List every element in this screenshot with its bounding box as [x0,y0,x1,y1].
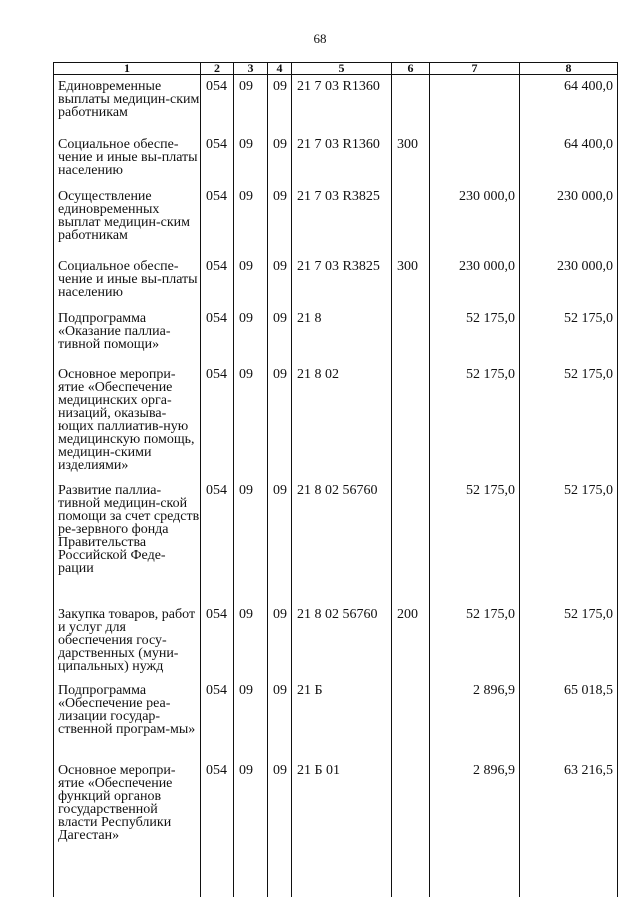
row-subsection-cell: 09 [268,133,292,185]
row-expense-type-cell [392,479,430,603]
table-row [54,363,618,479]
header-col-7: 7 [430,63,520,75]
page-number: 68 [313,31,327,46]
filler-cell [430,867,520,897]
row-target-code-cell: 21 7 03 R1360 [292,75,392,133]
filler-cell [392,867,430,897]
row-section-cell: 09 [234,255,268,307]
header-col-8: 8 [520,63,618,75]
row-section-cell: 09 [234,603,268,679]
row-subsection-cell: 09 [268,363,292,479]
row-change-amount-cell: 230 000,0 [430,255,520,307]
row-subsection-cell: 09 [268,75,292,133]
row-expense-type-cell [392,759,430,867]
row-change-amount-cell [430,75,520,133]
header-col-3: 3 [234,63,268,75]
row-name-cell: Единовременные выплаты медицин-ским работникам [54,75,201,133]
row-target-code-cell: 21 8 [292,307,392,363]
row-change-amount-cell: 2 896,9 [430,679,520,759]
header-col-1: 1 [54,63,201,75]
row-section-cell: 09 [234,133,268,185]
row-total-amount-cell: 230 000,0 [520,255,618,307]
table-row [54,307,618,363]
row-target-code-cell: 21 8 02 [292,363,392,479]
row-name-cell: Подпрограмма «Оказание паллиа-тивной помощи» [54,307,201,363]
row-change-amount-cell: 230 000,0 [430,185,520,255]
header-col-6: 6 [392,63,430,75]
row-subsection-cell: 09 [268,679,292,759]
table-row [54,479,618,603]
row-total-amount-cell: 52 175,0 [520,479,618,603]
table-row [54,759,618,867]
row-gr-code-cell: 054 [201,133,234,185]
row-name-cell: Социальное обеспе-чение и иные вы-платы населению [54,133,201,185]
row-name-cell: Основное меропри-ятие «Обеспечение функций органов государственной власти Республики Дагестан» [54,759,201,867]
row-gr-code-cell: 054 [201,185,234,255]
table-filler-row [54,867,618,897]
row-subsection-cell: 09 [268,255,292,307]
row-target-code-cell: 21 Б [292,679,392,759]
row-section-cell: 09 [234,363,268,479]
header-col-4: 4 [268,63,292,75]
row-name-cell: Подпрограмма «Обеспечение реа-лизации государ-ственной програм-мы» [54,679,201,759]
row-change-amount-cell: 2 896,9 [430,759,520,867]
row-section-cell: 09 [234,75,268,133]
filler-cell [268,867,292,897]
row-gr-code-cell: 054 [201,603,234,679]
row-gr-code-cell: 054 [201,75,234,133]
row-total-amount-cell: 64 400,0 [520,133,618,185]
row-change-amount-cell [430,133,520,185]
row-gr-code-cell: 054 [201,363,234,479]
row-name-cell: Основное меропри-ятие «Обеспечение медицинских орга-низаций, оказыва-ющих паллиатив-ную медицинскую помощь, медицин-скими изделиями» [54,363,201,479]
filler-cell [201,867,234,897]
table-row [54,679,618,759]
row-total-amount-cell: 230 000,0 [520,185,618,255]
filler-cell [292,867,392,897]
row-total-amount-cell: 52 175,0 [520,363,618,479]
row-subsection-cell: 09 [268,185,292,255]
row-name-cell: Социальное обеспе-чение и иные вы-платы населению [54,255,201,307]
row-change-amount-cell: 52 175,0 [430,603,520,679]
row-section-cell: 09 [234,185,268,255]
row-expense-type-cell [392,679,430,759]
row-subsection-cell: 09 [268,479,292,603]
row-section-cell: 09 [234,479,268,603]
row-expense-type-cell: 300 [392,255,430,307]
row-expense-type-cell: 300 [392,133,430,185]
row-target-code-cell: 21 8 02 56760 [292,479,392,603]
row-change-amount-cell: 52 175,0 [430,307,520,363]
row-section-cell: 09 [234,679,268,759]
row-expense-type-cell [392,75,430,133]
row-gr-code-cell: 054 [201,759,234,867]
header-row [54,63,618,75]
row-name-cell: Осуществление единовременных выплат медицин-ским работникам [54,185,201,255]
row-expense-type-cell [392,307,430,363]
filler-cell [520,867,618,897]
row-target-code-cell: 21 8 02 56760 [292,603,392,679]
header-col-2: 2 [201,63,234,75]
row-total-amount-cell: 52 175,0 [520,603,618,679]
row-section-cell: 09 [234,759,268,867]
table-row [54,133,618,185]
row-target-code-cell: 21 7 03 R3825 [292,255,392,307]
row-subsection-cell: 09 [268,759,292,867]
table-row [54,185,618,255]
row-section-cell: 09 [234,307,268,363]
row-subsection-cell: 09 [268,307,292,363]
table-row [54,255,618,307]
row-total-amount-cell: 63 216,5 [520,759,618,867]
filler-cell [234,867,268,897]
row-gr-code-cell: 054 [201,307,234,363]
row-total-amount-cell: 65 018,5 [520,679,618,759]
budget-table [53,62,618,897]
row-total-amount-cell: 64 400,0 [520,75,618,133]
row-subsection-cell: 09 [268,603,292,679]
table-row [54,603,618,679]
row-expense-type-cell [392,185,430,255]
row-target-code-cell: 21 7 03 R1360 [292,133,392,185]
row-name-cell: Развитие паллиа-тивной медицин-ской помощи за счет средств ре-зервного фонда Правительства Российской Феде-рации [54,479,201,603]
header-col-5: 5 [292,63,392,75]
row-change-amount-cell: 52 175,0 [430,479,520,603]
row-total-amount-cell: 52 175,0 [520,307,618,363]
table-row [54,75,618,133]
row-target-code-cell: 21 Б 01 [292,759,392,867]
row-target-code-cell: 21 7 03 R3825 [292,185,392,255]
row-gr-code-cell: 054 [201,679,234,759]
row-gr-code-cell: 054 [201,255,234,307]
row-gr-code-cell: 054 [201,479,234,603]
row-expense-type-cell [392,363,430,479]
row-expense-type-cell: 200 [392,603,430,679]
filler-cell [54,867,201,897]
row-change-amount-cell: 52 175,0 [430,363,520,479]
row-name-cell: Закупка товаров, работ и услуг для обеспечения госу-дарственных (муни-ципальных) нужд [54,603,201,679]
